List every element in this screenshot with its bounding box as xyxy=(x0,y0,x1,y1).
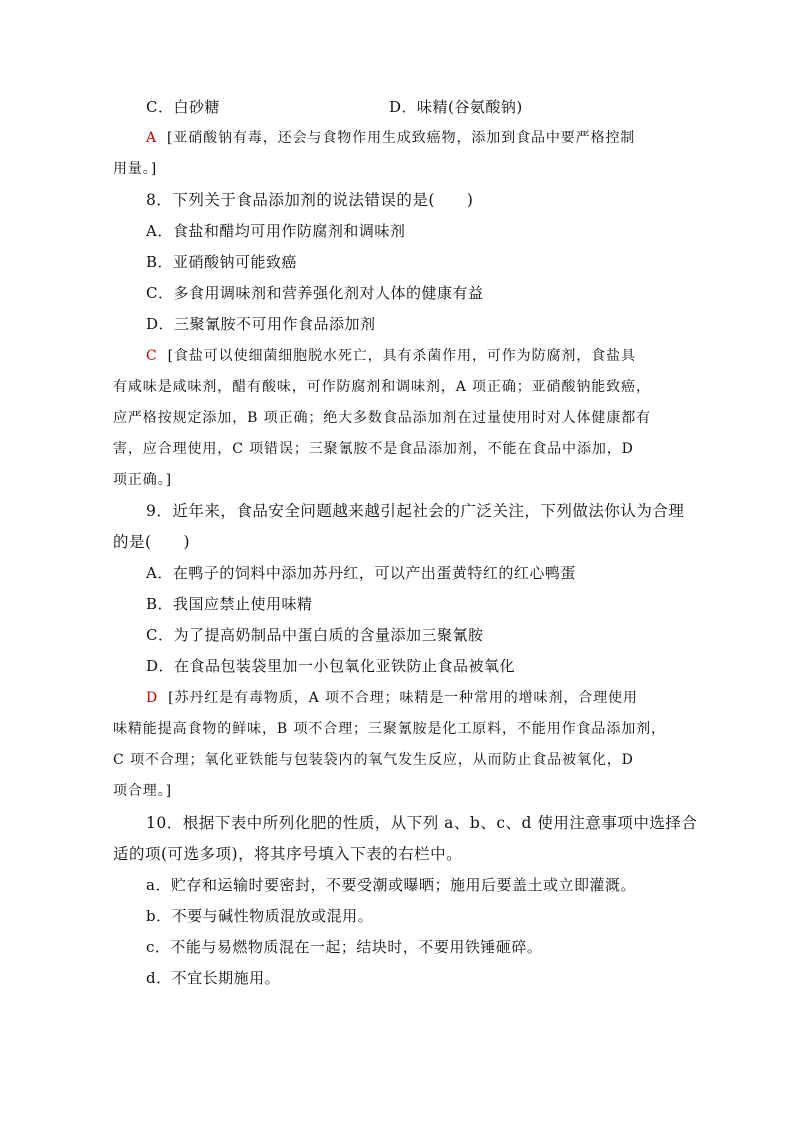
q10-stem-line-1: 10．根据下表中所列化肥的性质，从下列 a、b、c、d 使用注意事项中选择合 xyxy=(146,814,698,832)
q8-option-b: B．亚硝酸钠可能致癌 xyxy=(146,253,298,271)
q8-answer: C xyxy=(146,348,158,364)
q10-item-d: d．不宜长期施用。 xyxy=(146,969,281,987)
q8-option-c: C．多食用调味剂和营养强化剂对人体的健康有益 xyxy=(146,284,484,302)
q8-explanation-text-1: [食盐可以使细菌细胞脱水死亡，具有杀菌作用，可作为防腐剂，食盐具 xyxy=(167,348,636,364)
q8-explanation-line-5: 项正确。] xyxy=(113,472,172,488)
q9-stem-line-1: 9．近年来，食品安全问题越来越引起社会的广泛关注，下列做法你认为合理 xyxy=(146,502,685,520)
q8-option-d: D．三聚氰胺不可用作食品添加剂 xyxy=(146,315,376,333)
q8-stem: 8．下列关于食品添加剂的说法错误的是( ) xyxy=(146,191,474,209)
q7-option-d: D．味精(谷氨酸钠) xyxy=(389,98,523,116)
q8-option-a: A．食盐和醋均可用作防腐剂和调味剂 xyxy=(146,222,406,240)
q7-explanation-text-1: [亚硝酸钠有毒，还会与食物作用生成致癌物，添加到食品中要严格控制 xyxy=(167,130,636,146)
q9-explanation-line-3: C 项不合理；氧化亚铁能与包装袋内的氧气发生反应，从而防止食品被氧化，D xyxy=(113,752,634,768)
q8-explanation-line-3: 应严格按规定添加，B 项正确；绝大多数食品添加剂在过量使用时对人体健康都有 xyxy=(113,410,652,426)
q10-item-c: c．不能与易燃物质混在一起；结块时，不要用铁锤砸碎。 xyxy=(146,938,543,956)
q9-explanation-text-1: [苏丹红是有毒物质，A 项不合理；味精是一种常用的增味剂，合理使用 xyxy=(168,690,638,706)
q8-explanation-line-1 xyxy=(146,346,716,366)
q10-item-b: b．不要与碱性物质混放或混用。 xyxy=(146,907,374,925)
q9-option-b: B．我国应禁止使用味精 xyxy=(146,595,313,613)
q9-explanation-line-1 xyxy=(146,688,716,708)
q9-option-c: C．为了提高奶制品中蛋白质的含量添加三聚氰胺 xyxy=(146,626,484,644)
q9-stem-line-2: 的是( ) xyxy=(113,533,191,551)
q7-explanation-line-2: 用量。] xyxy=(113,161,158,177)
q7-explanation-line-1 xyxy=(146,128,716,148)
q7-option-c: C．白砂糖 xyxy=(146,98,220,116)
q10-stem-line-2: 适的项(可选多项)，将其序号填入下表的右栏中。 xyxy=(113,845,463,863)
q7-options-row xyxy=(146,97,716,117)
q8-explanation-line-2: 有咸味是咸味剂，醋有酸味，可作防腐剂和调味剂，A 项正确；亚硝酸钠能致癌， xyxy=(113,379,651,395)
q9-option-a: A．在鸭子的饲料中添加苏丹红，可以产出蛋黄特红的红心鸭蛋 xyxy=(146,564,576,582)
q9-explanation-line-4: 项合理。] xyxy=(113,783,172,799)
q9-explanation-line-2: 味精能提高食物的鲜味，B 项不合理；三聚氰胺是化工原料，不能用作食品添加剂， xyxy=(113,721,666,737)
q9-answer: D xyxy=(146,690,159,706)
q8-explanation-line-4: 害，应合理使用，C 项错误；三聚氰胺不是食品添加剂，不能在食品中添加，D xyxy=(113,441,634,457)
q7-answer: A xyxy=(146,130,158,146)
q9-option-d: D．在食品包装袋里加一小包氧化亚铁防止食品被氧化 xyxy=(146,657,516,675)
q10-item-a: a．贮存和运输时要密封，不要受潮或曝晒；施用后要盖土或立即灌溉。 xyxy=(146,876,636,894)
